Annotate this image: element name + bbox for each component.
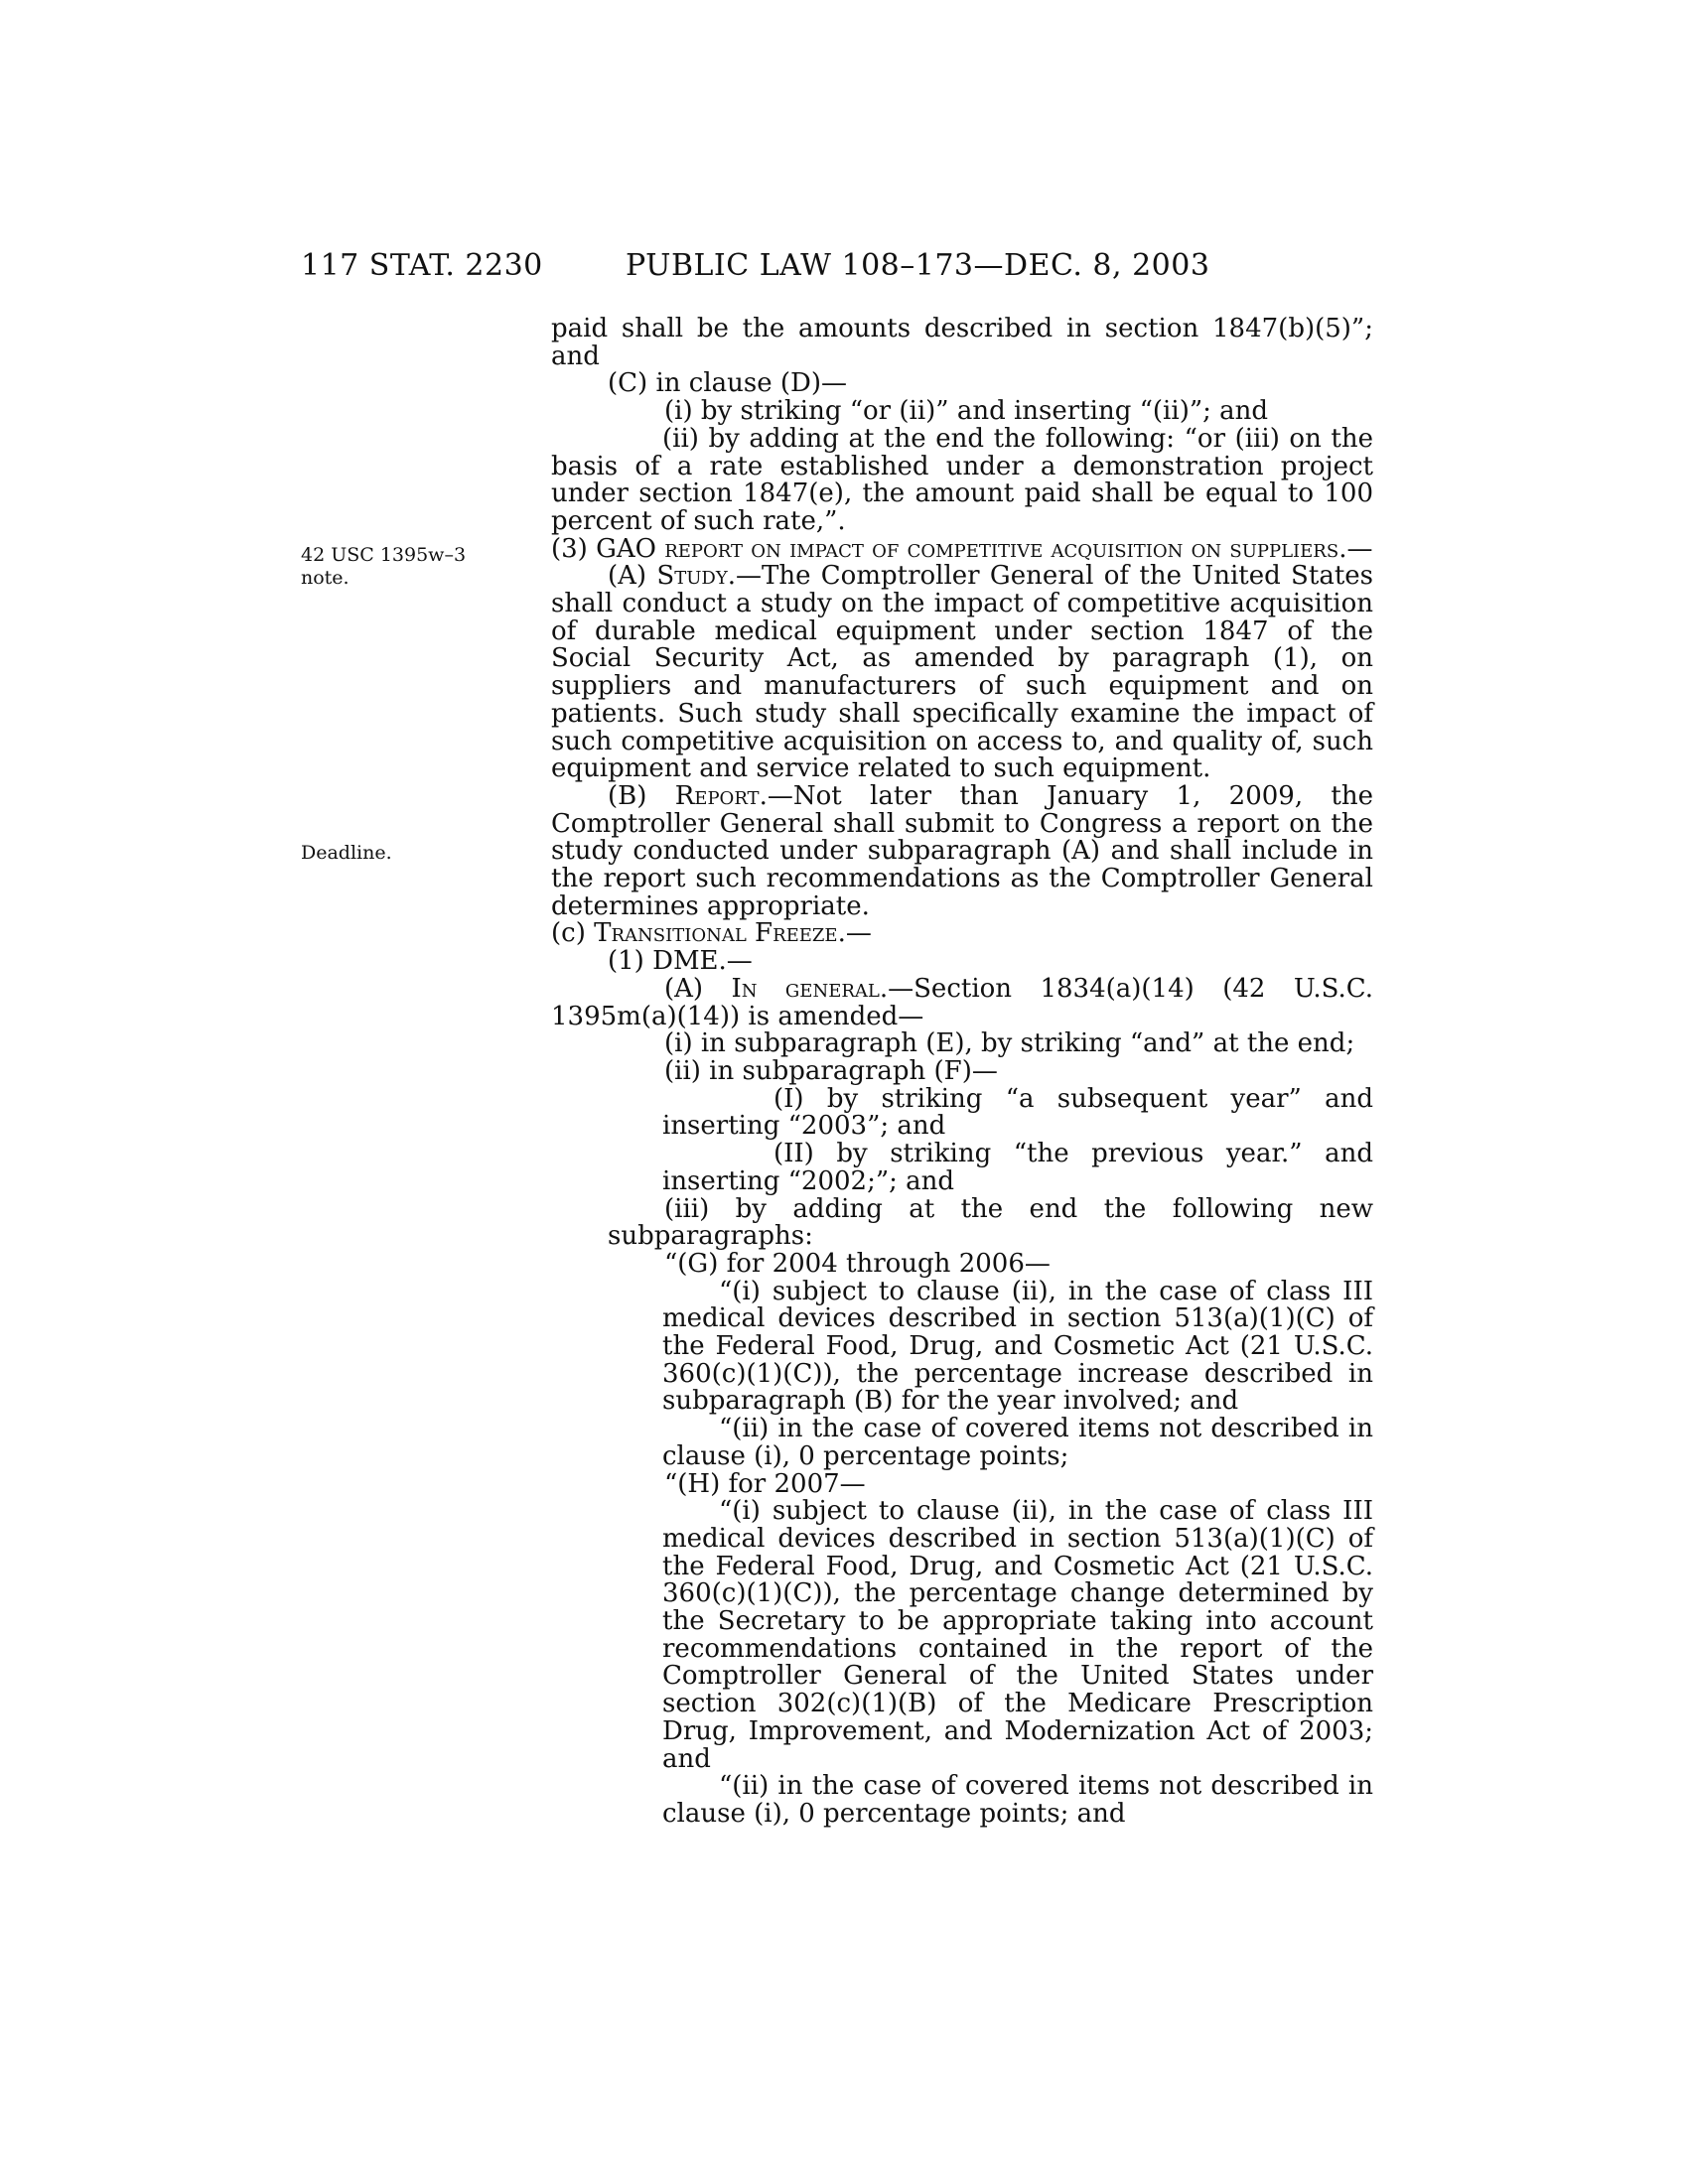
running-header-title: PUBLIC LAW 108–173—DEC. 8, 2003 bbox=[626, 248, 1210, 283]
heading-title: report on impact of competitive acquisition on suppliers bbox=[664, 533, 1339, 564]
paragraph: “(ii) in the case of covered items not described in clause (i), 0 percentage points; and bbox=[662, 1771, 1373, 1829]
paragraph: paid shall be the amounts described in section 1847(b)(5)”; and bbox=[551, 314, 1373, 371]
paragraph: (ii) by adding at the end the following: “or (iii) on the basis of a rate established under a demonstration project under section 1847(e), the amount paid shall be equal to 100 percent of such rate,”. bbox=[551, 423, 1373, 536]
paragraph: (1) DME.— bbox=[608, 946, 753, 977]
paragraph: (ii) in subparagraph (F)— bbox=[664, 1055, 998, 1086]
subpara-heading: Report bbox=[674, 780, 760, 811]
heading-number: (c) bbox=[551, 918, 586, 949]
subpara-number: (A) bbox=[608, 561, 647, 592]
paragraph bbox=[551, 780, 1373, 921]
margin-note-usc bbox=[301, 544, 466, 590]
section-heading bbox=[551, 920, 1373, 948]
heading-title: Transitional Freeze bbox=[594, 918, 838, 949]
paragraph: (i) in subparagraph (E), by striking “and” at the end; bbox=[664, 1028, 1355, 1059]
subpara-number: (A) bbox=[664, 973, 704, 1004]
stat-page-number: 117 STAT. 2230 bbox=[301, 248, 543, 283]
paragraph: “(H) for 2007— bbox=[664, 1468, 866, 1499]
paragraph: (II) by striking “the previous year.” and inserting “2002;”; and bbox=[662, 1139, 1373, 1196]
paragraph bbox=[551, 973, 1374, 1031]
heading-number: (3) GAO bbox=[551, 533, 656, 564]
subpara-text: .—Section 1834(a)(14) (42 U.S.C. 1395m(a)(14)) is amended— bbox=[551, 973, 1374, 1031]
statute-body bbox=[551, 316, 1373, 1829]
paragraph bbox=[551, 563, 1373, 783]
heading-dash: .— bbox=[837, 918, 872, 949]
margin-note-usc-line2: note. bbox=[301, 567, 350, 589]
paragraph: (I) by striking “a subsequent year” and inserting “2003”; and bbox=[662, 1083, 1373, 1142]
paragraph: (C) in clause (D)— bbox=[608, 368, 848, 399]
paragraph: (iii) by adding at the end the following new subparagraphs: bbox=[608, 1193, 1373, 1252]
paragraph: “(i) subject to clause (ii), in the case of class III medical devices described in section 513(a)(1)(C) of the Federal Food, Drug, and Cosmetic Act (21 U.S.C. 360(c)(1)(C)), the percentage increase described in subparagraph (B) for the year involved; and bbox=[662, 1276, 1373, 1417]
paragraph: “(G) for 2004 through 2006— bbox=[664, 1248, 1051, 1279]
subpara-text: .—The Comptroller General of the United States shall conduct a study on the impact of competitive acquisition of durable medical equipment under section 1847 of the Social Security Act, as amended by paragraph (1), on suppliers and manufacturers of such equipment and on patients. Such study shall specifically examine the impact of such competitive acquisition on access to, and quality of, such equipment and service related to such equipment. bbox=[551, 561, 1373, 784]
paragraph: (i) by striking “or (ii)” and inserting “(ii)”; and bbox=[664, 396, 1269, 427]
section-heading bbox=[494, 533, 1373, 564]
subpara-number: (B) bbox=[608, 780, 647, 811]
margin-note-usc-line1: 42 USC 1395w–3 bbox=[301, 544, 467, 566]
margin-note-deadline: Deadline. bbox=[301, 842, 392, 864]
subpara-text: .—Not later than January 1, 2009, the Comptroller General shall submit to Congress a report on the study conducted under subparagraph (A) and shall include in the report such recommendations as the Comptroller General determines appropriate. bbox=[551, 780, 1373, 921]
paragraph: “(i) subject to clause (ii), in the case of class III medical devices described in section 513(a)(1)(C) of the Federal Food, Drug, and Cosmetic Act (21 U.S.C. 360(c)(1)(C)), the percentage change determined by the Secretary to be appropriate taking into account recommendations contained in the report of the Comptroller General of the United States under section 302(c)(1)(B) of the Medicare Prescription Drug, Improvement, and Modernization Act of 2003; and bbox=[662, 1496, 1373, 1774]
subpara-heading: In general bbox=[731, 973, 880, 1004]
paragraph: “(ii) in the case of covered items not described in clause (i), 0 percentage points; bbox=[662, 1414, 1373, 1471]
subpara-heading: Study bbox=[656, 561, 728, 592]
heading-dash: .— bbox=[1338, 533, 1373, 564]
